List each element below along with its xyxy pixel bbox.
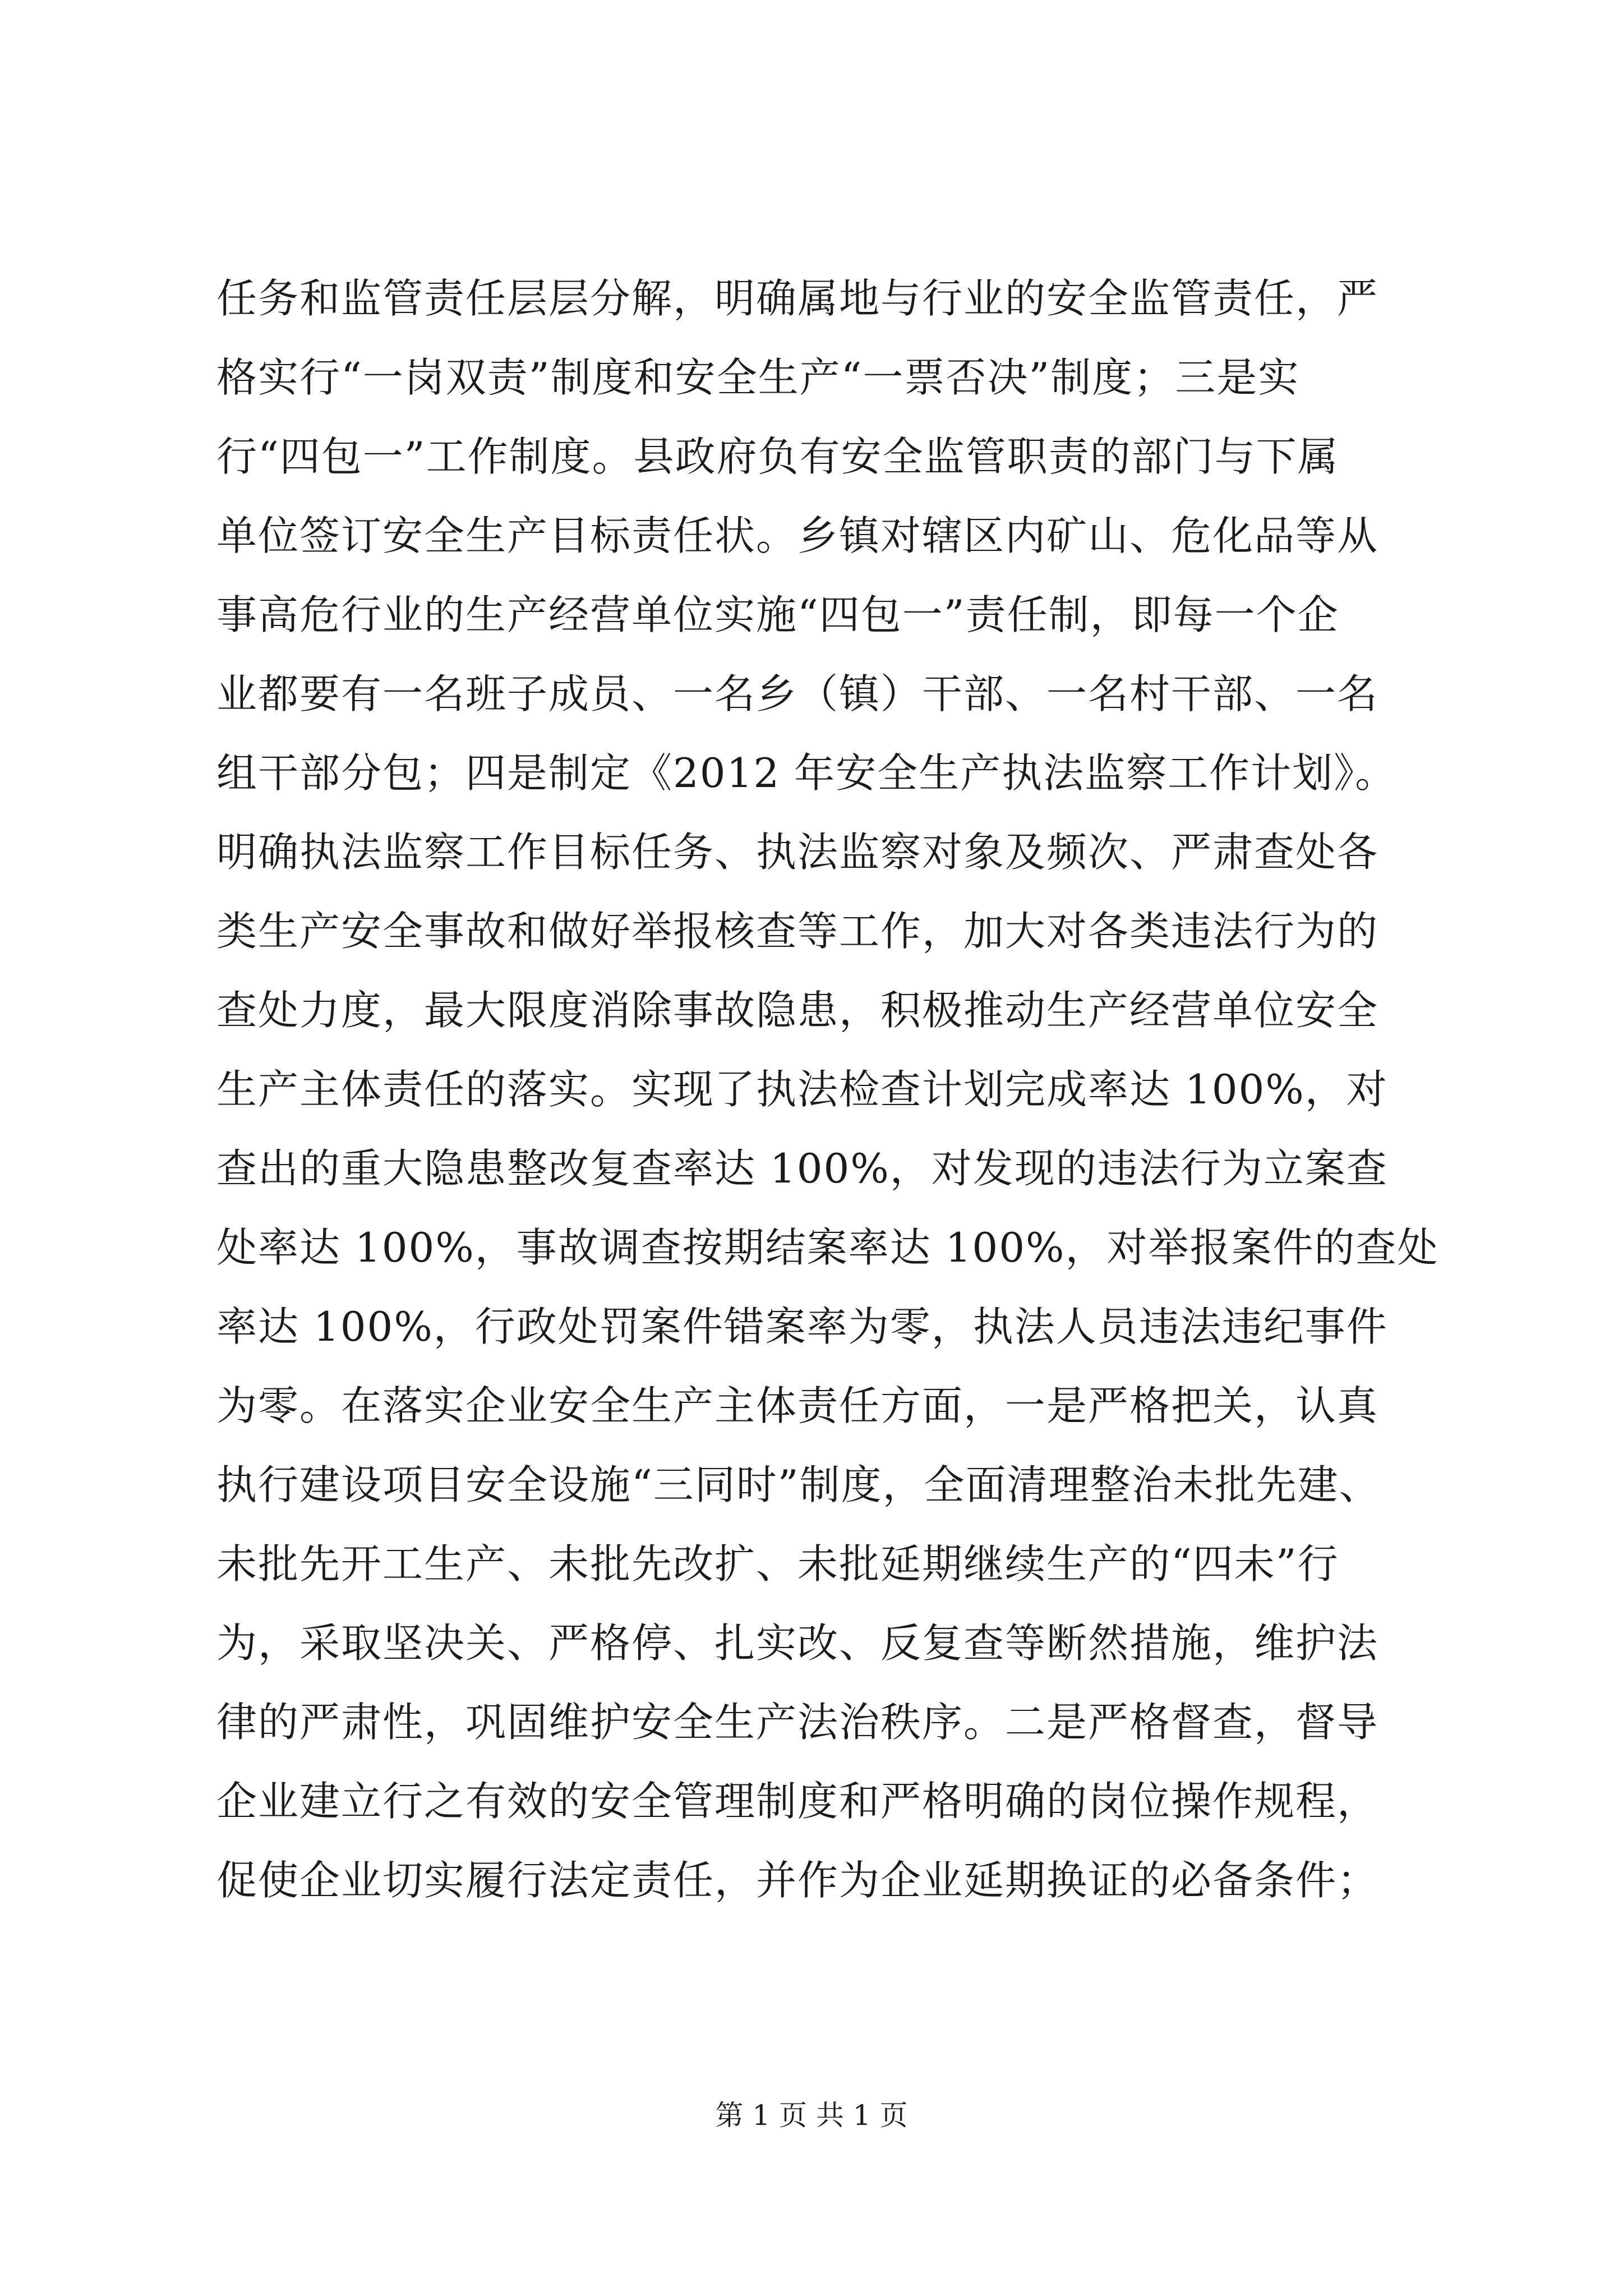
text-line: 未批先开工生产、未批先改扩、未批延期继续生产的“四未”行 (216, 1540, 1339, 1588)
page-number-label: 第 1 页 共 1 页 (715, 2099, 908, 2132)
text-line: 率达 100%，行政处罚案件错案率为零，执法人员违法违纪事件 (216, 1303, 1388, 1350)
text-line: 企业建立行之有效的安全管理制度和严格明确的岗位操作规程， (216, 1778, 1379, 1825)
text-line: 为零。在落实企业安全生产主体责任方面，一是严格把关，认真 (216, 1382, 1379, 1429)
text-line: 明确执法监察工作目标任务、执法监察对象及频次、严肃查处各 (216, 829, 1379, 876)
text-line: 促使企业切实履行法定责任，并作为企业延期换证的必备条件； (216, 1857, 1379, 1904)
text-line: 律的严肃性，巩固维护安全生产法治秩序。二是严格督查，督导 (216, 1699, 1379, 1746)
text-line: 为，采取坚决关、严格停、扎实改、反复查等断然措施，维护法 (216, 1619, 1379, 1667)
text-line: 查处力度，最大限度消除事故隐患，积极推动生产经营单位安全 (216, 987, 1379, 1034)
text-line: 类生产安全事故和做好举报核查等工作，加大对各类违法行为的 (216, 908, 1379, 955)
text-line: 执行建设项目安全设施“三同时”制度，全面清理整治未批先建、 (216, 1461, 1381, 1508)
text-line: 组干部分包；四是制定《2012 年安全生产执法监察工作计划》。 (216, 749, 1397, 797)
text-line: 格实行“一岗双责”制度和安全生产“一票否决”制度；三是实 (216, 354, 1300, 401)
body-text (216, 259, 1439, 1920)
text-line: 任务和监管责任层层分解，明确属地与行业的安全监管责任，严 (216, 275, 1379, 322)
text-line: 行“四包一”工作制度。县政府负有安全监管职责的部门与下属 (216, 433, 1339, 480)
text-line: 事高危行业的生产经营单位实施“四包一”责任制，即每一个企 (216, 591, 1339, 638)
text-line: 查出的重大隐患整改复查率达 100%，对发现的违法行为立案查 (216, 1145, 1388, 1192)
text-line: 生产主体责任的落实。实现了执法检查计划完成率达 100%，对 (216, 1066, 1388, 1113)
text-line: 业都要有一名班子成员、一名乡（镇）干部、一名村干部、一名 (216, 670, 1379, 717)
text-line: 单位签订安全生产目标责任状。乡镇对辖区内矿山、危化品等从 (216, 512, 1379, 559)
text-line: 处率达 100%，事故调查按期结案率达 100%，对举报案件的查处 (216, 1224, 1439, 1271)
page-footer (0, 2096, 1623, 2135)
